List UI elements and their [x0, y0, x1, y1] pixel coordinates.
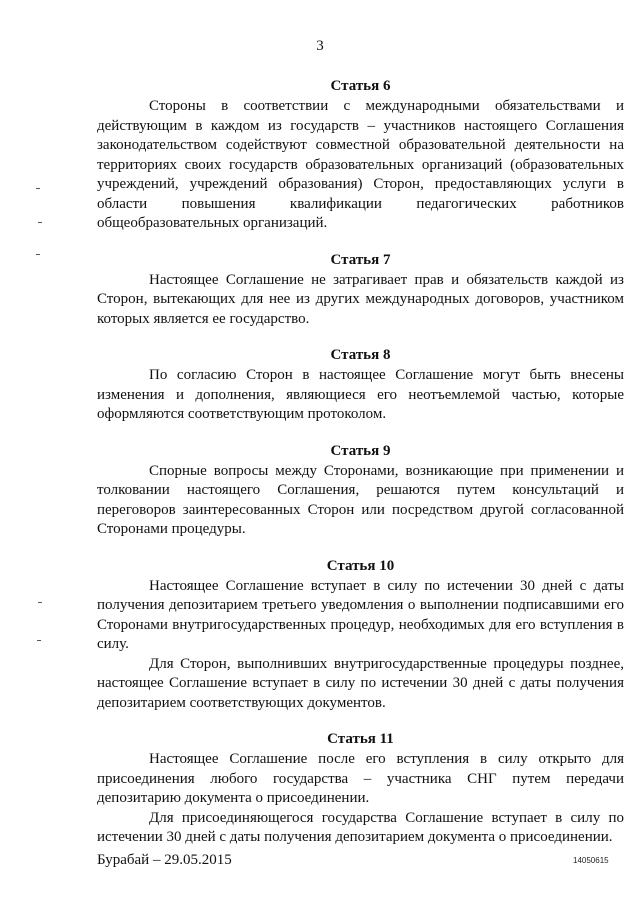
scan-mark: [36, 254, 40, 255]
article-paragraph: По согласию Сторон в настоящее Соглашение могут быть внесены изменения и дополнения, являющиеся его неотъемлемой частью, которые оформляются соответствующим протоколом.: [97, 367, 624, 422]
article-heading: Статья 6: [330, 78, 391, 94]
scan-mark: [38, 602, 42, 603]
article-8: [97, 345, 624, 425]
footer-place-date: Бурабай – 29.05.2015: [97, 852, 232, 868]
article-heading: Статья 9: [330, 442, 391, 459]
article-paragraph: Настоящее Соглашение вступает в силу по истечении 30 дней с даты получения депозитарием третьего уведомления о выполнении подписавшими его Сторонами внутригосударственных процедур, необходимых для его вступления в силу.: [97, 577, 624, 652]
article-9: [97, 441, 624, 540]
footer-document-code: 14050615: [573, 856, 609, 865]
article-paragraph: Настоящее Соглашение после его вступления в силу открыто для присоединения любого государства – участника СНГ путем передачи депозитарию документа о присоединении.: [97, 751, 624, 806]
article-heading: Статья 8: [330, 347, 391, 363]
article-paragraph: Спорные вопросы между Сторонами, возникающие при применении и толковании настоящего Соглашения, решаются путем консультаций и переговоров заинтересованных Сторон или посредством другой согласованной Сторонами процедуры.: [97, 462, 624, 537]
scan-mark: [38, 222, 42, 223]
article-11: [97, 729, 624, 848]
article-heading: Статья 11: [327, 731, 394, 747]
document-body: [97, 76, 624, 864]
article-7: [97, 250, 624, 330]
article-paragraph: Настоящее Соглашение не затрагивает прав и обязательств каждой из Сторон, вытекающих для нее из других международных договоров, участником которых является ее государство.: [97, 271, 624, 327]
scan-mark: [37, 640, 41, 641]
article-heading: Статья 10: [326, 557, 395, 574]
page-number: 3: [316, 38, 324, 54]
article-paragraph: Для Сторон, выполнивших внутригосударственные процедуры позднее, настоящее Соглашение вступает в силу по истечении 30 дней с даты получения депозитарием соответствующих документов.: [97, 655, 624, 711]
article-heading: Статья 7: [330, 251, 391, 268]
article-paragraph: Стороны в соответствии с международными обязательствами и действующим в каждом из государств – участников настоящего Соглашения законодательством содействуют совместной образовательной деятельности на территориях своих государств образовательных организаций (образовательных учреждений, учреждений образования) Сторон, предоставляющих услуги в области повышения квалификации педагогических работников общеобразовательных организаций.: [97, 98, 624, 231]
article-6: [97, 76, 624, 234]
article-10: [97, 556, 624, 714]
scan-mark: [36, 188, 40, 189]
article-paragraph: Для присоединяющегося государства Соглашение вступает в силу по истечении 30 дней с даты получения депозитарием документа о присоединении.: [97, 809, 624, 845]
